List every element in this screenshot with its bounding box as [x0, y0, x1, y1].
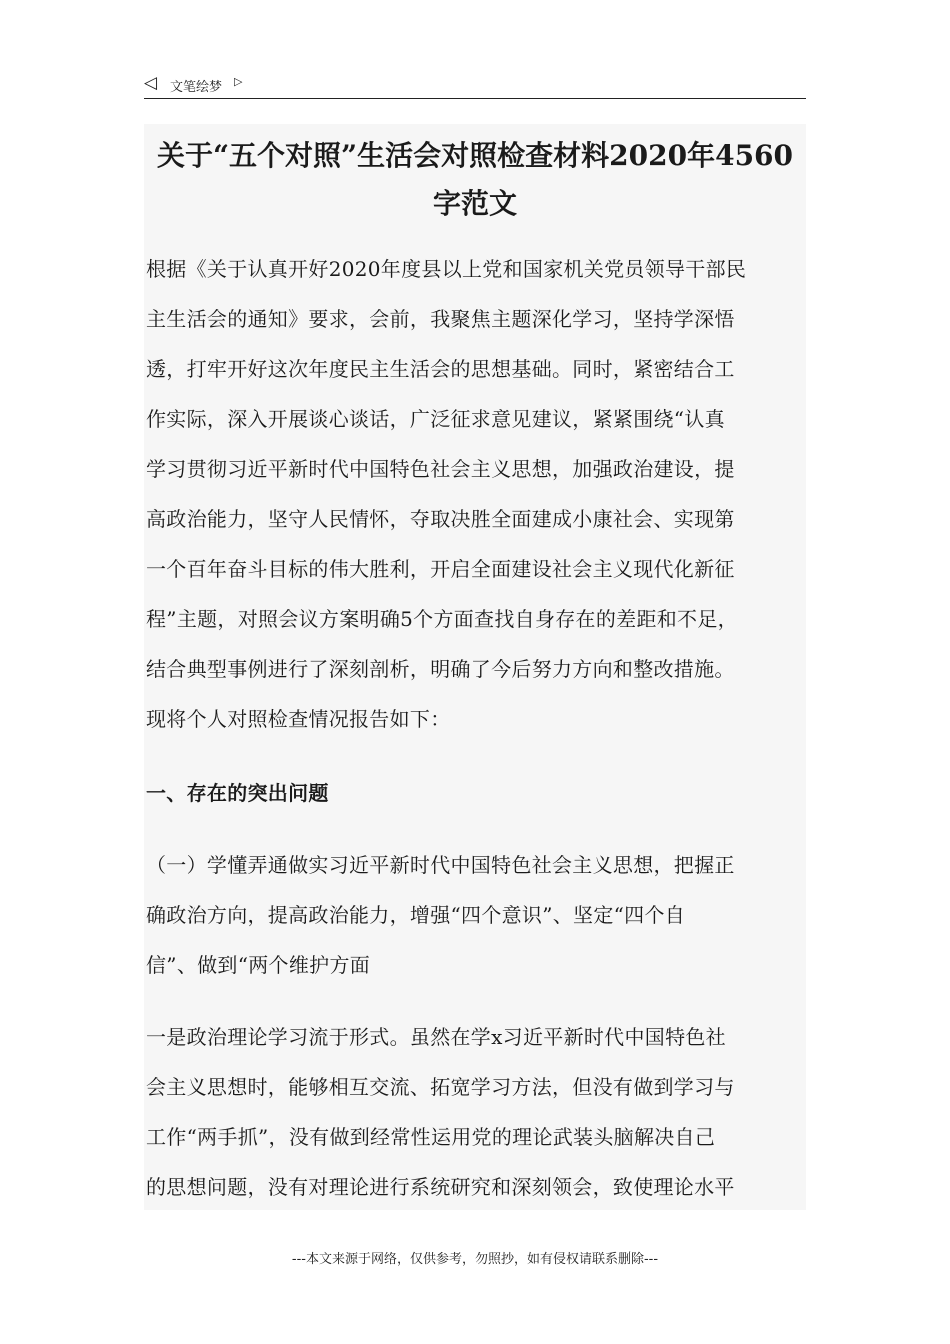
text-line: 的思想问题，没有对理论进行系统研究和深刻领会，致使理论水平 [146, 1175, 735, 1199]
body-paragraph [146, 1012, 806, 1212]
page-header [144, 72, 806, 99]
text-line: 主生活会的通知》要求，会前，我聚焦主题深化学习，坚持学深悟 [146, 307, 735, 331]
text-line: 高政治能力，坚守人民情怀，夺取决胜全面建成小康社会、实现第 [146, 507, 735, 531]
text-line: 程”主题，对照会议方案明确5个方面查找自身存在的差距和不足， [146, 607, 738, 631]
title-line-1: 关于“五个对照”生活会对照检查材料2020年4560 [156, 139, 794, 172]
footer-disclaimer: ---本文来源于网络，仅供参考，勿照抄，如有侵权请联系删除--- [291, 1252, 659, 1267]
triangle-right-icon: ▷ [234, 75, 243, 88]
brand-name: 文笔绘梦 [170, 80, 223, 95]
subsection-heading [146, 840, 806, 990]
text-line: 学习贯彻习近平新时代中国特色社会主义思想，加强政治建设，提 [146, 457, 735, 481]
title-line-2: 字范文 [432, 187, 517, 220]
text-line: 透，打牢开好这次年度民主生活会的思想基础。同时，紧密结合工 [146, 357, 735, 381]
intro-paragraph [146, 244, 806, 744]
text-line: 确政治方向，提高政治能力，增强“四个意识”、坚定“四个自 [146, 903, 686, 927]
text-line: 根据《关于认真开好2020年度县以上党和国家机关党员领导干部民 [146, 257, 747, 281]
text-line: 信”、做到“两个维护方面 [146, 953, 371, 977]
triangle-left-icon: ◁ [144, 73, 158, 93]
text-line: 作实际，深入开展谈心谈话，广泛征求意见建议，紧紧围绕“认真 [146, 407, 725, 431]
text-line: （一）学懂弄通做实习近平新时代中国特色社会主义思想，把握正 [146, 853, 735, 877]
text-line: 一个百年奋斗目标的伟大胜利，开启全面建设社会主义现代化新征 [146, 557, 735, 581]
text-line: 结合典型事例进行了深刻剖析，明确了今后努力方向和整改措施。 [146, 657, 735, 681]
document-title [144, 132, 806, 228]
section-heading: 一、存在的突出问题 [146, 781, 329, 805]
text-line: 现将个人对照检查情况报告如下： [146, 707, 451, 731]
text-line: 会主义思想时，能够相互交流、拓宽学习方法，但没有做到学习与 [146, 1075, 735, 1099]
text-line: 一是政治理论学习流于形式。虽然在学x习近平新时代中国特色社 [146, 1025, 726, 1049]
text-line: 工作“两手抓”，没有做到经常性运用党的理论武装头脑解决自己 [146, 1125, 716, 1149]
document-body [144, 124, 806, 1210]
